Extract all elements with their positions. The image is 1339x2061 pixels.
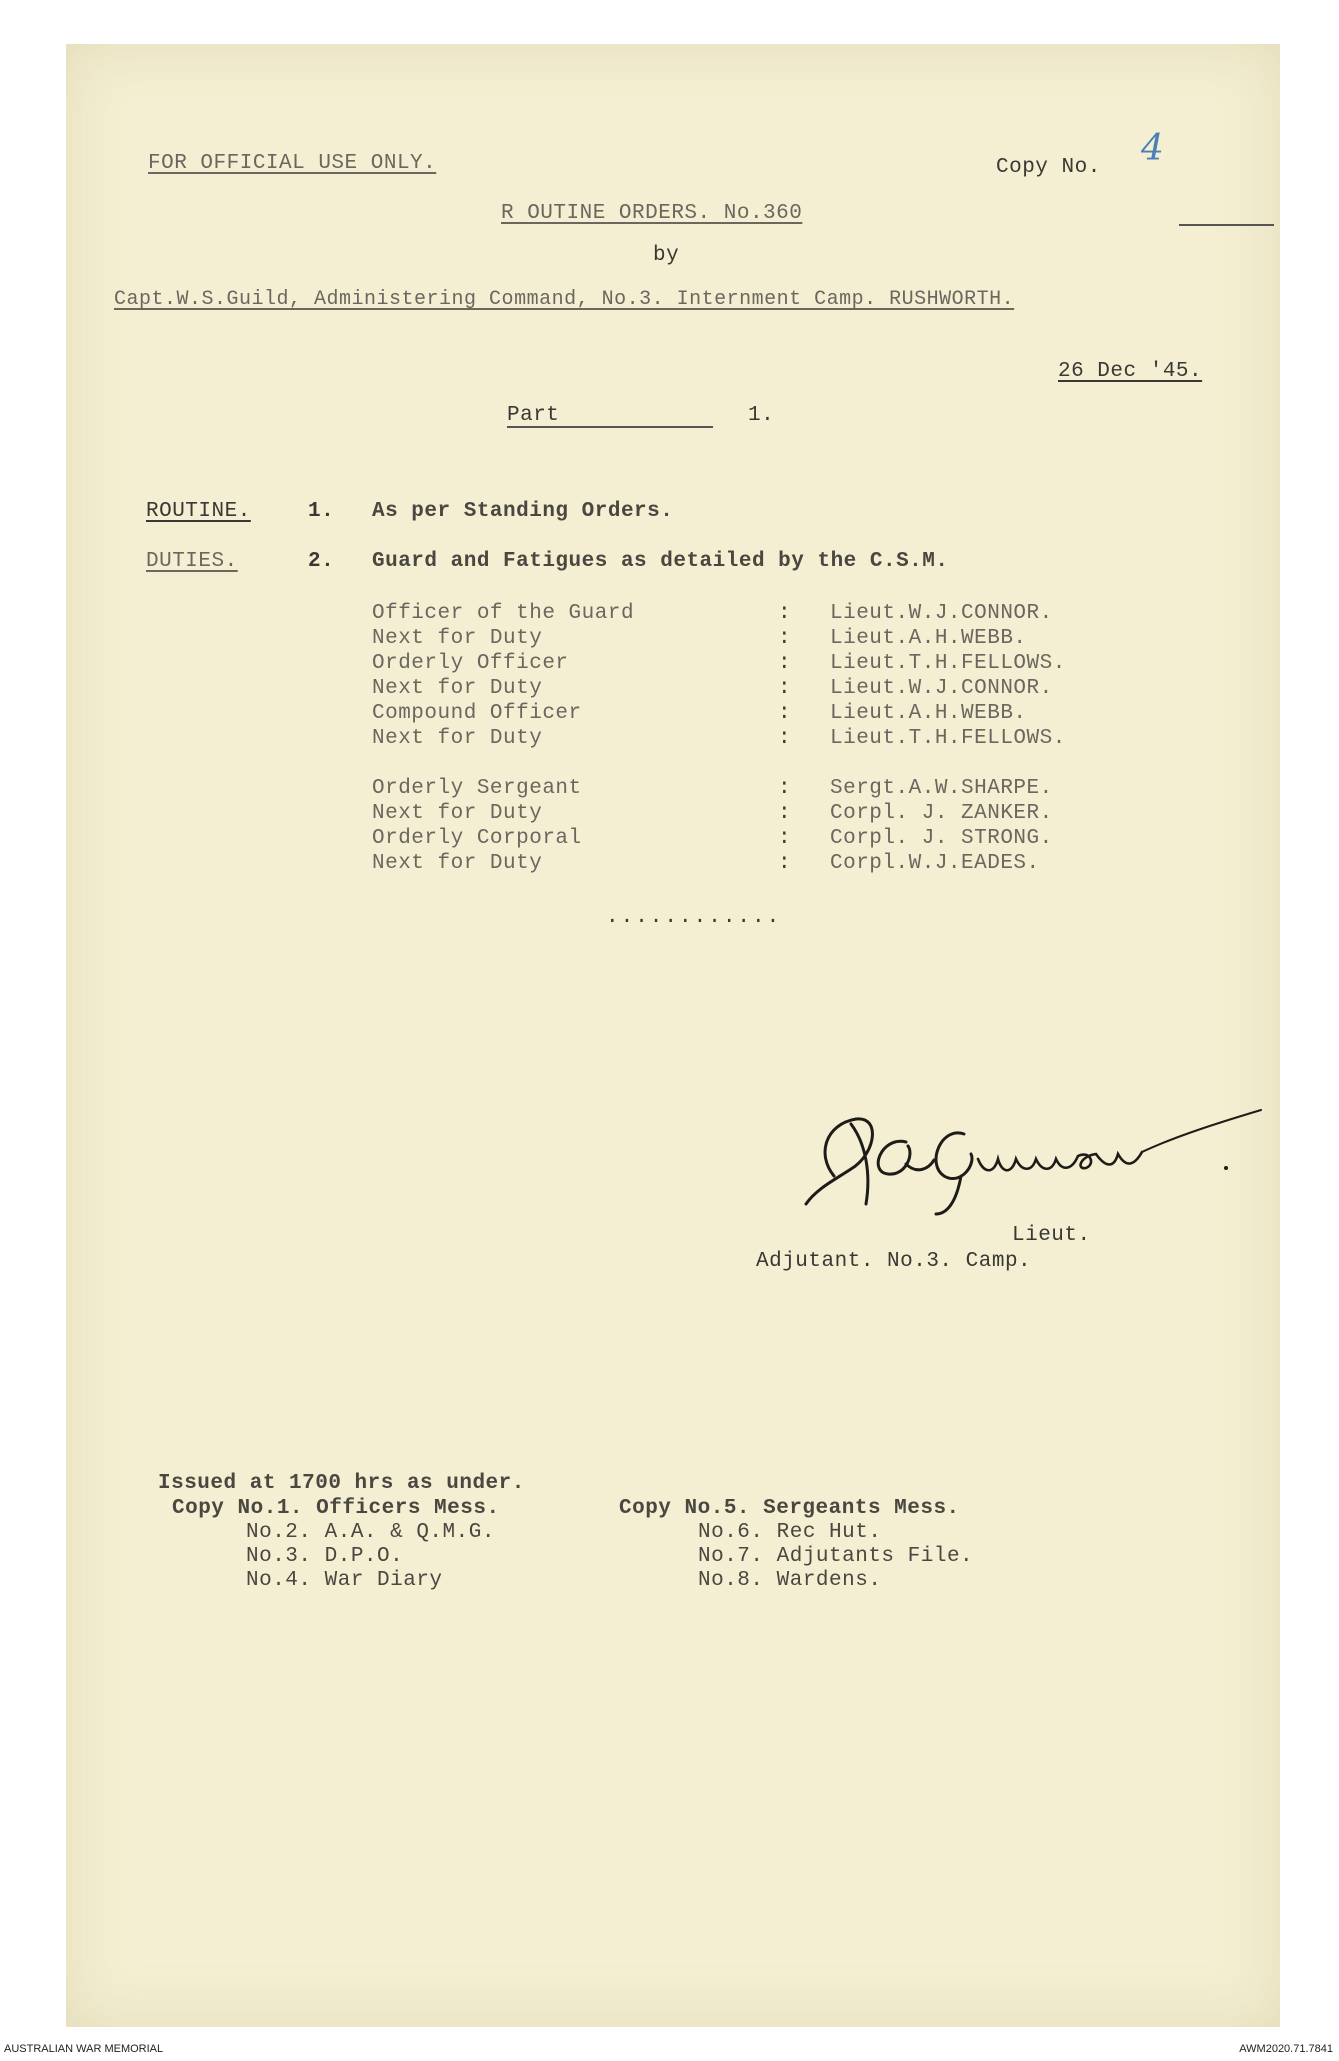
roster-name: Corpl.W.J.EADES. [830,852,1040,875]
roster-name: Lieut.W.J.CONNOR. [830,677,1053,700]
roster-separator: : [778,677,792,700]
roster-role: Orderly Sergeant [372,777,582,800]
distribution-left-item: No.3. D.P.O. [246,1545,404,1568]
routine-number: 1. [308,500,335,523]
roster-separator: : [778,727,792,750]
distribution-left-item: No.2. A.A. & Q.M.G. [246,1521,495,1544]
roster-separator: : [778,627,792,650]
orders-title: R OUTINE ORDERS. No.360 [501,202,803,225]
routine-heading: ROUTINE. [146,500,251,523]
roster-name: Sergt.A.W.SHARPE. [830,777,1053,800]
duties-text: Guard and Fatigues as detailed by the C.S.M. [372,550,949,573]
roster-role: Officer of the Guard [372,602,635,625]
roster-role: Compound Officer [372,702,582,725]
roster-separator: : [778,852,792,875]
roster-role: Orderly Corporal [372,827,582,850]
distribution-left-item: Copy No.1. Officers Mess. [172,1497,500,1520]
roster-separator: : [778,802,792,825]
distribution-heading: Issued at 1700 hrs as under. [158,1472,525,1495]
copy-label: Copy No. [996,156,1101,179]
roster-role: Next for Duty [372,802,543,825]
by-label: by [653,244,680,267]
roster-separator: : [778,777,792,800]
roster-name: Lieut.A.H.WEBB. [830,627,1027,650]
copy-number-handwritten: 4 [1141,128,1164,169]
distribution-right-item: No.6. Rec Hut. [698,1521,882,1544]
part-number: 1. [748,404,775,427]
routine-text: As per Standing Orders. [372,500,674,523]
roster-separator: : [778,702,792,725]
issuer-line: Capt.W.S.Guild, Administering Command, No.3. Internment Camp. RUSHWORTH. [114,288,1015,311]
roster-role: Next for Duty [372,627,543,650]
footer-catalogue-number: AWM2020.71.7841 [1239,2043,1333,2055]
roster-separator: : [778,602,792,625]
part-underline [507,426,713,428]
roster-name: Lieut.W.J.CONNOR. [830,602,1053,625]
signature-title: Adjutant. No.3. Camp. [756,1250,1032,1273]
section-divider: ............ [606,906,782,929]
roster-separator: : [778,827,792,850]
distribution-right-item: Copy No.5. Sergeants Mess. [619,1497,960,1520]
roster-role: Next for Duty [372,727,543,750]
roster-name: Lieut.T.H.FELLOWS. [830,727,1066,750]
copy-number-line [1179,224,1274,226]
roster-separator: : [778,652,792,675]
roster-name: Corpl. J. STRONG. [830,827,1053,850]
signature-rank: Lieut. [1012,1224,1091,1247]
roster-role: Orderly Officer [372,652,569,675]
duties-heading: DUTIES. [146,550,238,573]
distribution-right-item: No.8. Wardens. [698,1569,882,1592]
footer-archive-name: AUSTRALIAN WAR MEMORIAL [4,2043,164,2055]
signature-image [756,1064,1276,1234]
roster-name: Lieut.A.H.WEBB. [830,702,1027,725]
duties-number: 2. [308,550,335,573]
roster-role: Next for Duty [372,677,543,700]
distribution-right-item: No.7. Adjutants File. [698,1545,974,1568]
part-label: Part [507,404,560,427]
roster-role: Next for Duty [372,852,543,875]
document-page [66,44,1280,2027]
distribution-left-item: No.4. War Diary [246,1569,443,1592]
roster-name: Lieut.T.H.FELLOWS. [830,652,1066,675]
classification-label: FOR OFFICIAL USE ONLY. [148,152,437,175]
roster-name: Corpl. J. ZANKER. [830,802,1053,825]
date-label: 26 Dec '45. [1058,360,1203,383]
